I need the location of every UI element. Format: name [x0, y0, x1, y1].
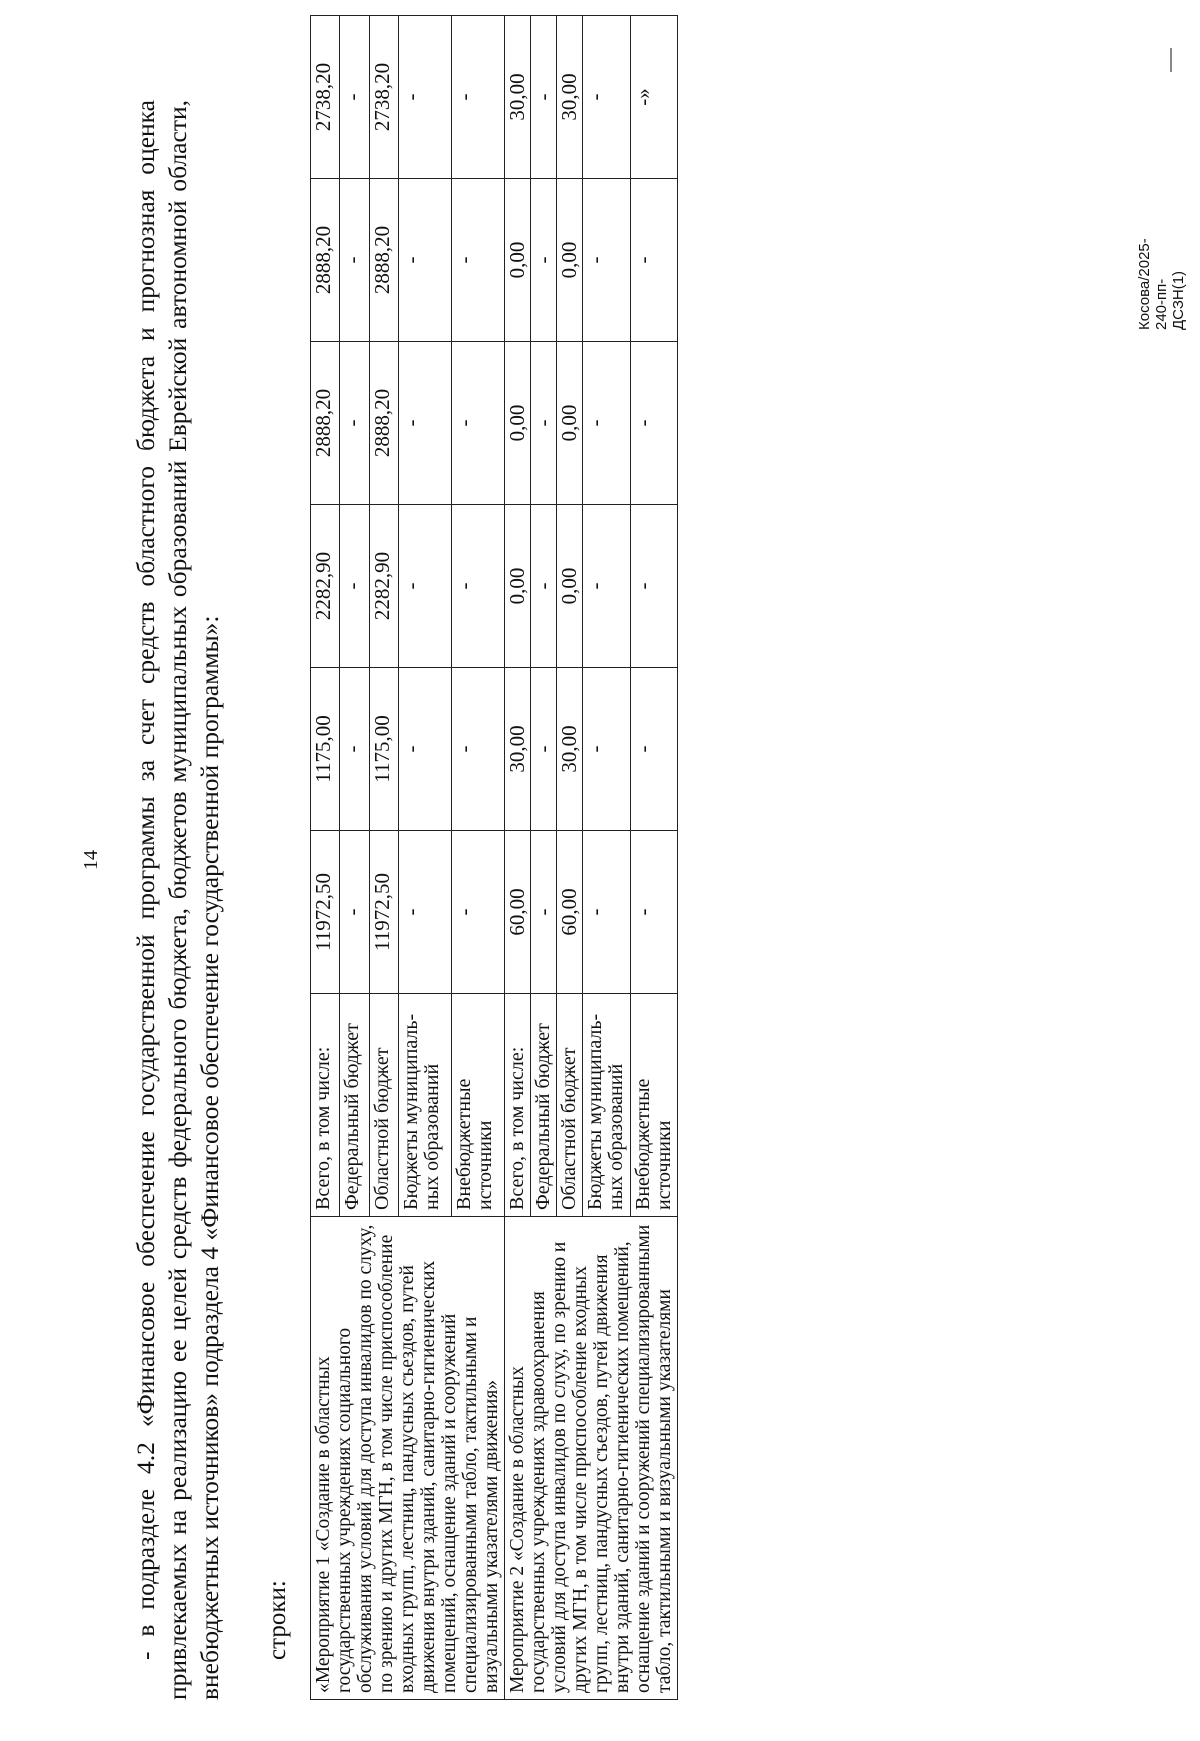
amount-cell: - [531, 16, 557, 179]
amount-cell: -» [630, 16, 677, 179]
amount-cell: - [398, 831, 451, 994]
amount-cell: - [531, 831, 557, 994]
amount-cell: 30,00 [505, 668, 531, 831]
amount-cell: - [451, 668, 504, 831]
edge-mark [1170, 48, 1172, 72]
rotated-content [130, 62, 678, 1700]
funding-source-cell: Бюджеты муниципаль-ных образований [398, 994, 451, 1217]
amount-cell: 0,00 [557, 179, 583, 342]
event-description-cell: Мероприятие 2 «Создание в областных государственных учреждениях здравоохранения условий для доступа инвалидов по слуху, по зрению и других МГН, в том числе приспособление входных групп, лестниц, пандусных съездов, путей движения внутри зданий, санитарно-гигиенических помещений, оснащение зданий и сооружений специализированными табло, тактильными и визуальными указателями [505, 1217, 678, 1700]
amount-cell: 2888,20 [369, 179, 398, 342]
amount-cell: - [583, 668, 630, 831]
event-description-cell: «Мероприятие 1 «Создание в областных государственных учреждениях социального обслуживания условий для доступа инвалидов по слуху, по зрению и других МГН, в том числе приспособление входных групп, лестниц, пандусных съездов, путей движения внутри зданий, санитарно-гигиенических помещений, оснащение зданий и сооружений специализированными табло, тактильными и визуальными указателями движения» [311, 1217, 505, 1700]
amount-cell: 60,00 [505, 831, 531, 994]
amount-cell: - [451, 16, 504, 179]
amount-cell: - [340, 16, 369, 179]
table-row [505, 16, 531, 1700]
amount-cell: - [531, 342, 557, 505]
amount-cell: - [340, 831, 369, 994]
amount-cell: 2888,20 [369, 342, 398, 505]
amount-cell: - [451, 505, 504, 668]
funding-source-cell: Федеральный бюджет [531, 994, 557, 1217]
amount-cell: 2738,20 [311, 16, 340, 179]
table-row [311, 16, 340, 1700]
amount-cell: - [630, 668, 677, 831]
amount-cell: - [451, 342, 504, 505]
amount-cell: - [531, 668, 557, 831]
amount-cell: 2738,20 [369, 16, 398, 179]
amount-cell: - [340, 505, 369, 668]
amount-cell: - [451, 831, 504, 994]
funding-source-cell: Федеральный бюджет [340, 994, 369, 1217]
amount-cell: 2888,20 [311, 179, 340, 342]
amount-cell: 0,00 [505, 342, 531, 505]
amount-cell: 30,00 [557, 668, 583, 831]
amount-cell: - [451, 179, 504, 342]
amount-cell: - [630, 505, 677, 668]
amount-cell: 0,00 [505, 179, 531, 342]
amount-cell: - [630, 342, 677, 505]
amount-cell: 1175,00 [369, 668, 398, 831]
amount-cell: - [398, 505, 451, 668]
funding-source-cell: Всего, в том числе: [505, 994, 531, 1217]
amount-cell: - [398, 668, 451, 831]
footer-code: Косова/2025-240-пп-ДСЗН(1) [1136, 238, 1187, 330]
amount-cell: - [583, 179, 630, 342]
amount-cell: 2888,20 [311, 342, 340, 505]
funding-source-cell: Внебюджетные источники [630, 994, 677, 1217]
page-number: 14 [80, 850, 102, 870]
intro-paragraph: - в подразделе 4.2 «Финансовое обеспечение государственной программы за счет средств областного бюджета и прогнозная оценка привлекаемых на реализацию ее целей средств федерального бюджета, бюджетов муниципальных образований Еврейской автономной области, внебюджетных источников» подраздела 4 «Финансовое обеспечение государственной программы»: [131, 100, 224, 1700]
amount-cell: 30,00 [505, 16, 531, 179]
amount-cell: - [583, 342, 630, 505]
funding-source-cell: Внебюджетные источники [451, 994, 504, 1217]
amount-cell: 0,00 [505, 505, 531, 668]
funding-source-cell: Всего, в том числе: [311, 994, 340, 1217]
amount-cell: 2282,90 [369, 505, 398, 668]
amount-cell: 30,00 [557, 16, 583, 179]
amount-cell: 11972,50 [311, 831, 340, 994]
financing-table [310, 15, 678, 1700]
amount-cell: - [630, 179, 677, 342]
amount-cell: - [583, 831, 630, 994]
amount-cell: 0,00 [557, 505, 583, 668]
amount-cell: 0,00 [557, 342, 583, 505]
amount-cell: - [340, 668, 369, 831]
funding-source-cell: Областной бюджет [557, 994, 583, 1217]
amount-cell: - [630, 831, 677, 994]
amount-cell: - [340, 342, 369, 505]
funding-source-cell: Бюджеты муниципаль-ных образований [583, 994, 630, 1217]
amount-cell: - [398, 179, 451, 342]
amount-cell: - [583, 16, 630, 179]
amount-cell: - [531, 505, 557, 668]
amount-cell: - [398, 342, 451, 505]
amount-cell: 2282,90 [311, 505, 340, 668]
amount-cell: - [398, 16, 451, 179]
strings-label: строки: [264, 1580, 291, 1660]
amount-cell: 11972,50 [369, 831, 398, 994]
funding-source-cell: Областной бюджет [369, 994, 398, 1217]
amount-cell: 60,00 [557, 831, 583, 994]
amount-cell: - [531, 179, 557, 342]
amount-cell: - [340, 179, 369, 342]
amount-cell: - [583, 505, 630, 668]
amount-cell: 1175,00 [311, 668, 340, 831]
